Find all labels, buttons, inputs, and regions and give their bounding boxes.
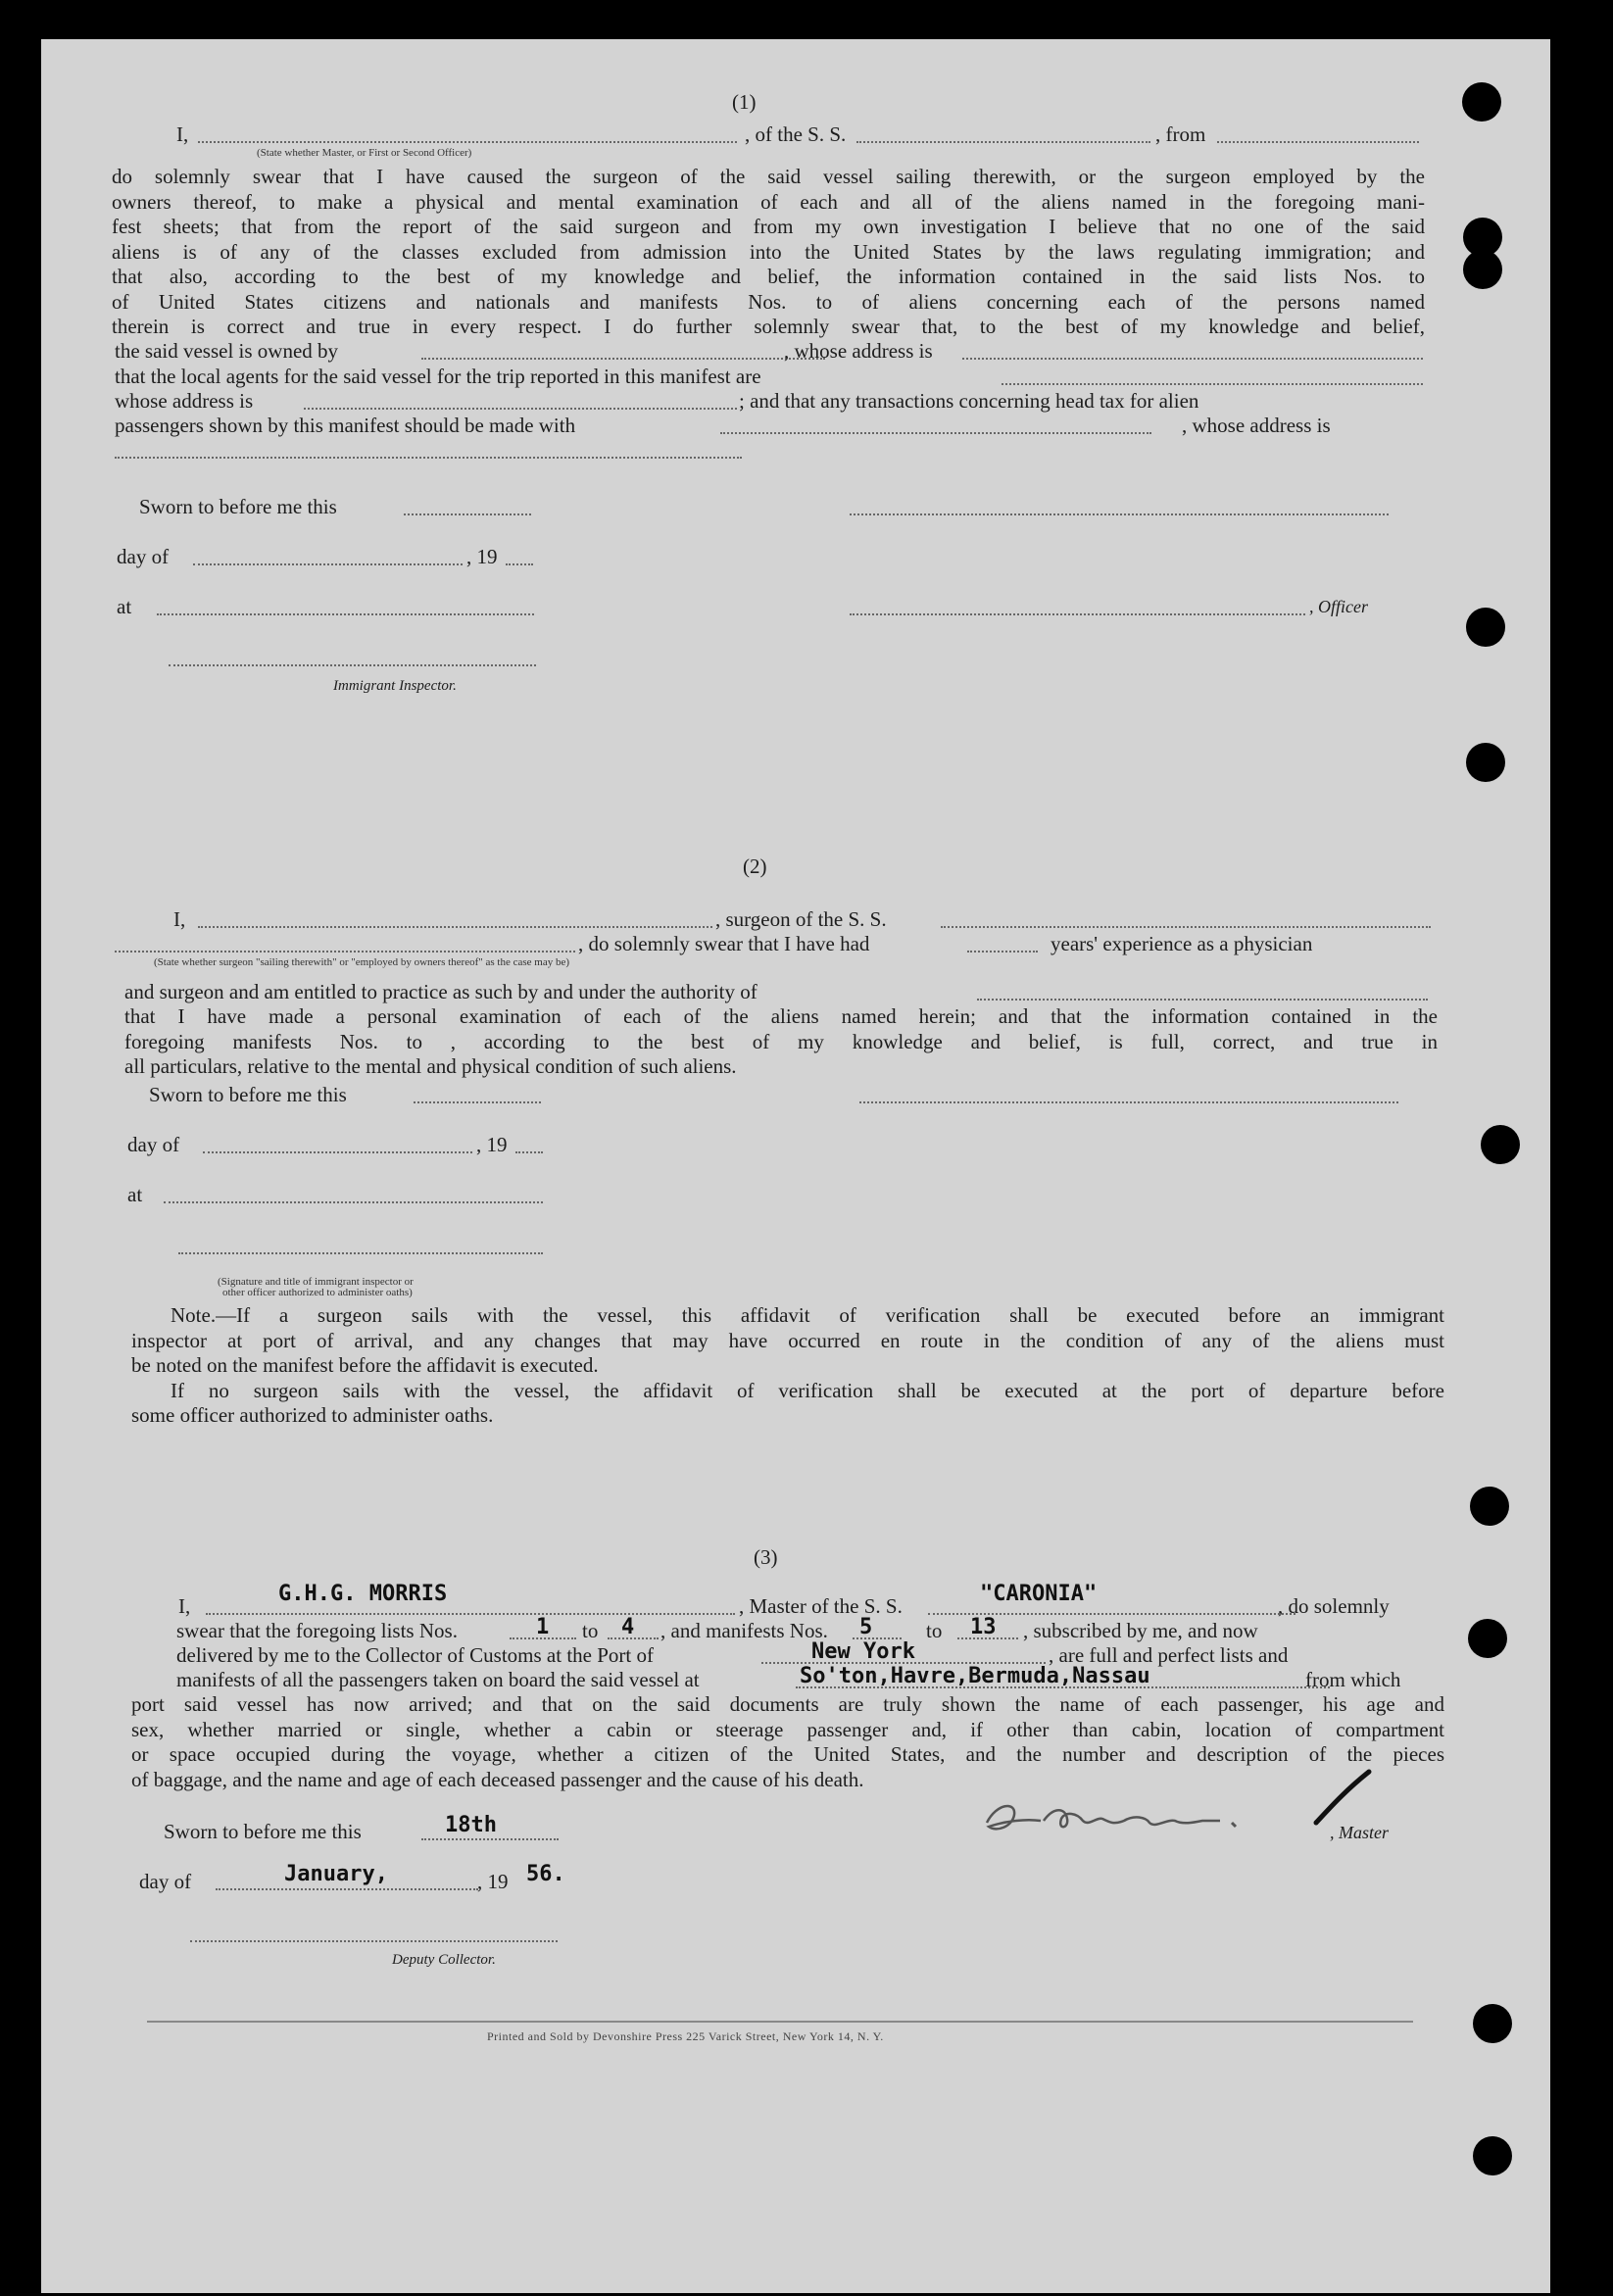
punch-hole <box>1481 1125 1520 1164</box>
s1-agent-address-field[interactable] <box>304 408 737 410</box>
s2-sworn-day-field[interactable] <box>414 1101 541 1103</box>
s1-transactions-label: ; and that any transactions concerning head tax for alien <box>739 389 1199 413</box>
s3-year-prefix: , 19 <box>477 1870 509 1893</box>
punch-hole <box>1462 82 1501 122</box>
punch-hole <box>1466 608 1505 647</box>
s2-ship-name-field[interactable] <box>941 926 1431 928</box>
s1-at-field[interactable] <box>157 613 534 615</box>
s3-year-value: 56. <box>526 1862 565 1886</box>
punch-hole <box>1463 250 1502 289</box>
s3-manifests-to-value: 13 <box>970 1615 997 1639</box>
s1-month-field[interactable] <box>193 563 463 565</box>
s3-master-of-label: , Master of the S. S. <box>739 1594 903 1618</box>
s2-solemnly-label: , do solemnly swear that I have had <box>578 932 870 955</box>
s2-at-label: at <box>127 1183 143 1206</box>
s1-sworn-day-field[interactable] <box>404 513 531 515</box>
s3-to-1: to <box>582 1619 599 1642</box>
section-1-heading: (1) <box>732 90 757 114</box>
s2-day-of-label: day of <box>127 1133 180 1156</box>
s1-ship-name-field[interactable] <box>856 141 1150 143</box>
s1-year-prefix: , 19 <box>466 545 498 568</box>
s3-deputy-label: Deputy Collector. <box>392 1952 496 1968</box>
s1-officer-name-field[interactable] <box>198 141 737 143</box>
s3-lists-from-value: 1 <box>536 1615 550 1639</box>
s3-manifests-of-label: manifests of all the passengers taken on board the said vessel at <box>176 1668 700 1691</box>
s3-ship-name-value: "CARONIA" <box>980 1582 1098 1606</box>
s3-month-line[interactable] <box>216 1888 478 1890</box>
s1-master-note: (State whether Master, or First or Second Officer) <box>257 147 472 159</box>
s3-from-which-label: from which <box>1305 1668 1401 1691</box>
s3-subscribed-label: , subscribed by me, and now <box>1023 1619 1258 1642</box>
s3-sworn-day-line[interactable] <box>421 1838 559 1840</box>
s2-authority-field[interactable] <box>977 999 1428 1001</box>
s3-sworn-label: Sworn to before me this <box>164 1820 362 1843</box>
s1-i-label: I, <box>176 122 189 146</box>
s2-authority-label: and surgeon and am entitled to practice as such by and under the authority of <box>124 980 758 1003</box>
s1-owned-by-label: the said vessel is owned by <box>115 339 339 363</box>
master-signature <box>967 1764 1379 1852</box>
s3-deputy-signature-line[interactable] <box>190 1940 558 1942</box>
s2-surgeon-of-label: , surgeon of the S. S. <box>715 907 887 931</box>
s2-years-experience-label: years' experience as a physician <box>1051 932 1313 955</box>
s2-signature-note-1: (Signature and title of immigrant inspector or <box>218 1276 414 1288</box>
footer-rule <box>147 2021 1413 2023</box>
s2-signature-note-2: other officer authorized to administer oaths) <box>222 1287 413 1298</box>
s2-month-field[interactable] <box>203 1151 472 1153</box>
s3-do-solemnly-label: , do solemnly <box>1278 1594 1390 1618</box>
s3-port-value: New York <box>811 1639 915 1664</box>
s1-body-paragraph: do solemnly swear that I have caused the surgeon of the said vessel sailing therewith, or the surgeon employed by the owners thereof, to make a physical and mental examination of each and all of the aliens named in the foregoing mani- fest sheets; that from the report of the said surgeon and from my own investigation I believe that no one of the said aliens is of any of the classes excluded from admission into the United States by the laws regulating immigration; and that also, according to the best of my knowledge and belief, the information contained in the said lists Nos. to of United States citizens and nationals and manifests Nos. to of aliens concerning each of the persons named therein is correct and true in every respect. I do further solemnly swear that, to the best of my knowledge and belief, <box>112 165 1425 338</box>
s2-year-field[interactable] <box>515 1151 543 1153</box>
s3-master-label: , Master <box>1330 1823 1389 1842</box>
s2-at-field[interactable] <box>164 1201 543 1203</box>
s2-surgeon-name-field[interactable] <box>198 926 712 928</box>
s3-delivered-label: delivered by me to the Collector of Customs at the Port of <box>176 1643 654 1667</box>
s3-swear-label: swear that the foregoing lists Nos. <box>176 1619 458 1642</box>
punch-hole <box>1473 2004 1512 2043</box>
s1-officer-label: , Officer <box>1309 597 1368 616</box>
s2-surgeon-note: (State whether surgeon "sailing therewith" or "employed by owners thereof" as the case may be) <box>154 956 570 968</box>
s2-sworn-label: Sworn to before me this <box>149 1083 347 1106</box>
s1-of-ss-label: , of the S. S. <box>745 122 847 146</box>
s1-local-agents-field[interactable] <box>1002 383 1423 385</box>
s3-day-of-label: day of <box>139 1870 192 1893</box>
s3-master-name-value: G.H.G. MORRIS <box>278 1582 448 1606</box>
s2-signature-field[interactable] <box>178 1252 543 1254</box>
s3-lists-to-value: 4 <box>621 1615 635 1639</box>
s2-body-paragraph: that I have made a personal examination of each of the aliens named herein; and that the information contained in the foregoing manifests Nos. to , according to the best of my knowledge and belief, is full, correct, and true in all particulars, relative to the mental and physical condition of such aliens. <box>124 1004 1438 1078</box>
s1-from-field[interactable] <box>1217 141 1419 143</box>
s2-years-field[interactable] <box>967 951 1038 953</box>
s1-whose-address-label: , whose address is <box>784 339 933 363</box>
document-page <box>41 39 1550 2293</box>
s1-sworn-label: Sworn to before me this <box>139 495 337 518</box>
s2-surgeon-type-field[interactable] <box>115 951 575 953</box>
s1-inspector-label: Immigrant Inspector. <box>333 678 457 694</box>
punch-hole <box>1473 2136 1512 2175</box>
punch-hole <box>1468 1619 1507 1658</box>
s3-to-2: to <box>926 1619 943 1642</box>
s1-local-agents-label: that the local agents for the said vessel for the trip reported in this manifest are <box>115 365 761 388</box>
s3-body-paragraph: port said vessel has now arrived; and that on the said documents are truly shown the name of each passenger, his age and sex, whether married or single, whether a cabin or steerage passenger and, if other than cabin, location of compartment or space occupied during the voyage, whether a citizen of the United States, and the number and description of the pieces of baggage, and the name and age of each deceased passenger and the cause of his death. <box>131 1692 1444 1791</box>
printer-imprint: Printed and Sold by Devonshire Press 225 Varick Street, New York 14, N. Y. <box>487 2029 884 2043</box>
s2-inspector-signature-line[interactable] <box>859 1101 1398 1103</box>
s2-note-paragraph: Note.—If a surgeon sails with the vessel, this affidavit of verification shall be executed before an immigrant inspector at port of arrival, and any changes that may have occurred en route in the condition of any of the aliens must be noted on the manifest before the affidavit is executed. If no surgeon sails with the vessel, the affidavit of verification shall be executed at the port of departure before some officer authorized to administer oaths. <box>131 1303 1444 1427</box>
s3-ports-value: So'ton,Havre,Bermuda,Nassau <box>800 1664 1150 1688</box>
s3-and-manifests-label: , and manifests Nos. <box>660 1619 828 1642</box>
s3-month-value: January, <box>284 1862 388 1886</box>
s1-day-of-label: day of <box>117 545 170 568</box>
s2-year-prefix: , 19 <box>476 1133 508 1156</box>
s1-owner-field[interactable] <box>421 358 825 360</box>
s1-at-label: at <box>117 595 132 618</box>
s1-head-tax-field[interactable] <box>720 432 1151 434</box>
s1-owner-address-field[interactable] <box>962 358 1423 360</box>
s3-full-perfect-label: , are full and perfect lists and <box>1049 1643 1289 1667</box>
punch-hole <box>1470 1487 1509 1526</box>
section-3-heading: (3) <box>754 1545 778 1569</box>
s1-head-tax-address-field[interactable] <box>115 457 742 459</box>
s1-year-field[interactable] <box>506 563 533 565</box>
punch-hole <box>1466 743 1505 782</box>
s2-i-label: I, <box>173 907 186 931</box>
s1-officer-title-field[interactable] <box>850 613 1305 615</box>
s1-officer-signature-field[interactable] <box>850 513 1389 515</box>
s3-sworn-day-value: 18th <box>445 1813 497 1837</box>
s1-inspector-signature-field[interactable] <box>169 664 536 666</box>
s1-whose-address-2-label: whose address is <box>115 389 254 413</box>
section-2-heading: (2) <box>743 855 767 878</box>
s3-manifests-from-value: 5 <box>859 1615 873 1639</box>
s3-i-label: I, <box>178 1594 191 1618</box>
s3-master-name-line[interactable] <box>206 1613 735 1615</box>
s1-passengers-label: passengers shown by this manifest should be made with <box>115 414 576 437</box>
s1-from-label: , from <box>1155 122 1206 146</box>
s1-whose-address-3-label: , whose address is <box>1182 414 1331 437</box>
